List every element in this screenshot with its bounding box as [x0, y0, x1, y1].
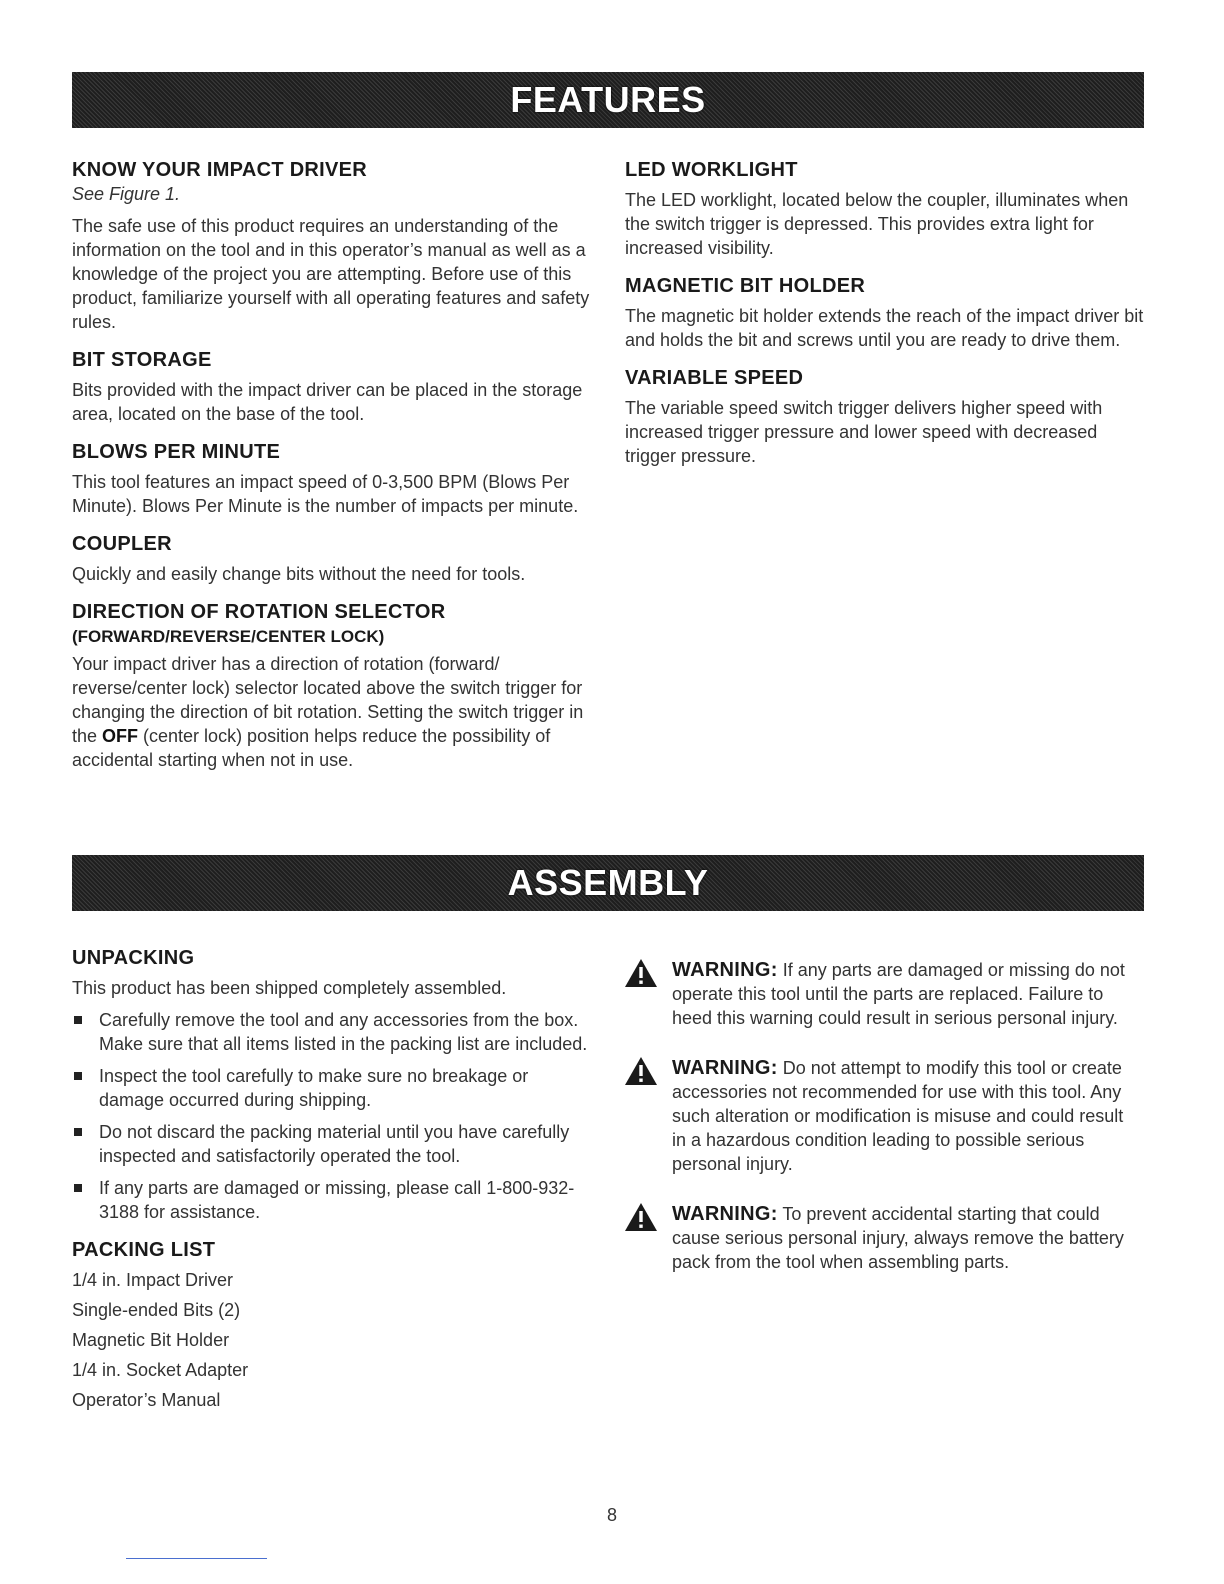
warning-body: To prevent accidental starting that could cause serious personal injury, always remove the battery pack from the tool when assembling parts.	[672, 1204, 1124, 1272]
warning-text	[672, 1056, 1134, 1176]
warning-triangle-icon	[624, 958, 658, 988]
page-number: 8	[606, 1505, 617, 1525]
list-item: Operator’s Manual	[72, 1390, 221, 1410]
direction-body	[72, 652, 592, 772]
direction-body-a: Your impact driver has a direction of rotation (forward/ reverse/center lock) selector located above the switch trigger for changing the direction of bit rotation. Setting the switch trigger in the	[72, 654, 584, 746]
magnetic-title: MAGNETIC BIT HOLDER	[625, 275, 866, 297]
magnetic-body: The magnetic bit holder extends the reach of the impact driver bit and holds the bit and screws until you are ready to drive them.	[625, 306, 1144, 350]
list-item: 1/4 in. Socket Adapter	[72, 1360, 249, 1380]
bit-storage-body: Bits provided with the impact driver can be placed in the storage area, located on the base of the tool.	[72, 380, 583, 424]
magnetic-bit-holder-section	[625, 274, 1145, 352]
features-left-column	[72, 158, 592, 786]
features-right-column	[625, 158, 1145, 482]
bit-storage-title: BIT STORAGE	[72, 349, 212, 371]
list-item: 1/4 in. Impact Driver	[72, 1270, 234, 1290]
see-figure-ref: See Figure 1.	[72, 184, 181, 204]
unpacking-section	[72, 946, 592, 1224]
list-item: Single-ended Bits (2)	[72, 1300, 241, 1320]
packing-list-title: PACKING LIST	[72, 1239, 216, 1261]
bpm-body: This tool features an impact speed of 0-3,500 BPM (Blows Per Minute). Blows Per Minute is the number of impacts per minute.	[72, 472, 579, 516]
list-item: Do not discard the packing material until you have carefully inspected and satisfactorily operated the tool.	[72, 1120, 592, 1168]
features-heading: FEATURES	[510, 79, 706, 120]
warning-block	[624, 1202, 1134, 1274]
unpacking-intro: This product has been shipped completely assembled.	[72, 978, 507, 998]
warning-label: WARNING:	[672, 1203, 778, 1225]
led-worklight-section	[625, 158, 1145, 260]
know-body: The safe use of this product requires an understanding of the information on the tool and in this operator’s manual as well as a knowledge of the project you are attempting. Before use of this product, familiarize yourself with all operating features and safety rules.	[72, 216, 590, 332]
footer-rule	[126, 1558, 267, 1559]
variable-title: VARIABLE SPEED	[625, 367, 804, 389]
variable-speed-section	[625, 366, 1145, 468]
warning-text	[672, 1202, 1134, 1274]
know-your-impact-driver-section	[72, 158, 592, 334]
features-banner	[72, 72, 1144, 128]
assembly-right-column	[624, 958, 1134, 1300]
warning-triangle-icon	[624, 1056, 658, 1086]
packing-list-section	[72, 1238, 592, 1412]
direction-section	[72, 600, 592, 772]
warning-block	[624, 1056, 1134, 1176]
assembly-heading: ASSEMBLY	[507, 862, 709, 903]
list-item: Inspect the tool carefully to make sure no breakage or damage occurred during shipping.	[72, 1064, 592, 1112]
know-title: KNOW YOUR IMPACT DRIVER	[72, 159, 368, 181]
warning-body: If any parts are damaged or missing do not operate this tool until the parts are replaced. Failure to heed this warning could result in serious personal injury.	[672, 960, 1125, 1028]
warning-label: WARNING:	[672, 1057, 778, 1079]
warning-block	[624, 958, 1134, 1030]
bpm-title: BLOWS PER MINUTE	[72, 441, 281, 463]
warning-label: WARNING:	[672, 959, 778, 981]
unpacking-list	[72, 1008, 592, 1224]
coupler-section	[72, 532, 592, 586]
led-body: The LED worklight, located below the coupler, illuminates when the switch trigger is depressed. This provides extra light for increased visibility.	[625, 190, 1129, 258]
list-item: If any parts are damaged or missing, please call 1-800-932-3188 for assistance.	[72, 1176, 592, 1224]
direction-title: DIRECTION OF ROTATION SELECTOR	[72, 601, 446, 623]
bit-storage-section	[72, 348, 592, 426]
list-item: Magnetic Bit Holder	[72, 1330, 230, 1350]
list-item: Carefully remove the tool and any accessories from the box. Make sure that all items listed in the packing list are included.	[72, 1008, 592, 1056]
assembly-banner	[72, 855, 1144, 911]
off-label: OFF	[102, 726, 139, 746]
coupler-body: Quickly and easily change bits without the need for tools.	[72, 564, 526, 584]
blows-per-minute-section	[72, 440, 592, 518]
warning-triangle-icon	[624, 1202, 658, 1232]
warning-text	[672, 958, 1134, 1030]
direction-body-b: (center lock) position helps reduce the possibility of accidental starting when not in use.	[72, 726, 551, 770]
warning-body: Do not attempt to modify this tool or create accessories not recommended for use with this tool. Any such alteration or modification is misuse and could result in a hazardous condition leading to possible serious personal injury.	[672, 1058, 1124, 1174]
assembly-left-column	[72, 946, 592, 1426]
unpacking-title: UNPACKING	[72, 947, 195, 969]
direction-subtitle: (FORWARD/REVERSE/CENTER LOCK)	[72, 627, 385, 646]
variable-body: The variable speed switch trigger delivers higher speed with increased trigger pressure and lower speed with decreased trigger pressure.	[625, 398, 1103, 466]
coupler-title: COUPLER	[72, 533, 172, 555]
led-title: LED WORKLIGHT	[625, 159, 798, 181]
